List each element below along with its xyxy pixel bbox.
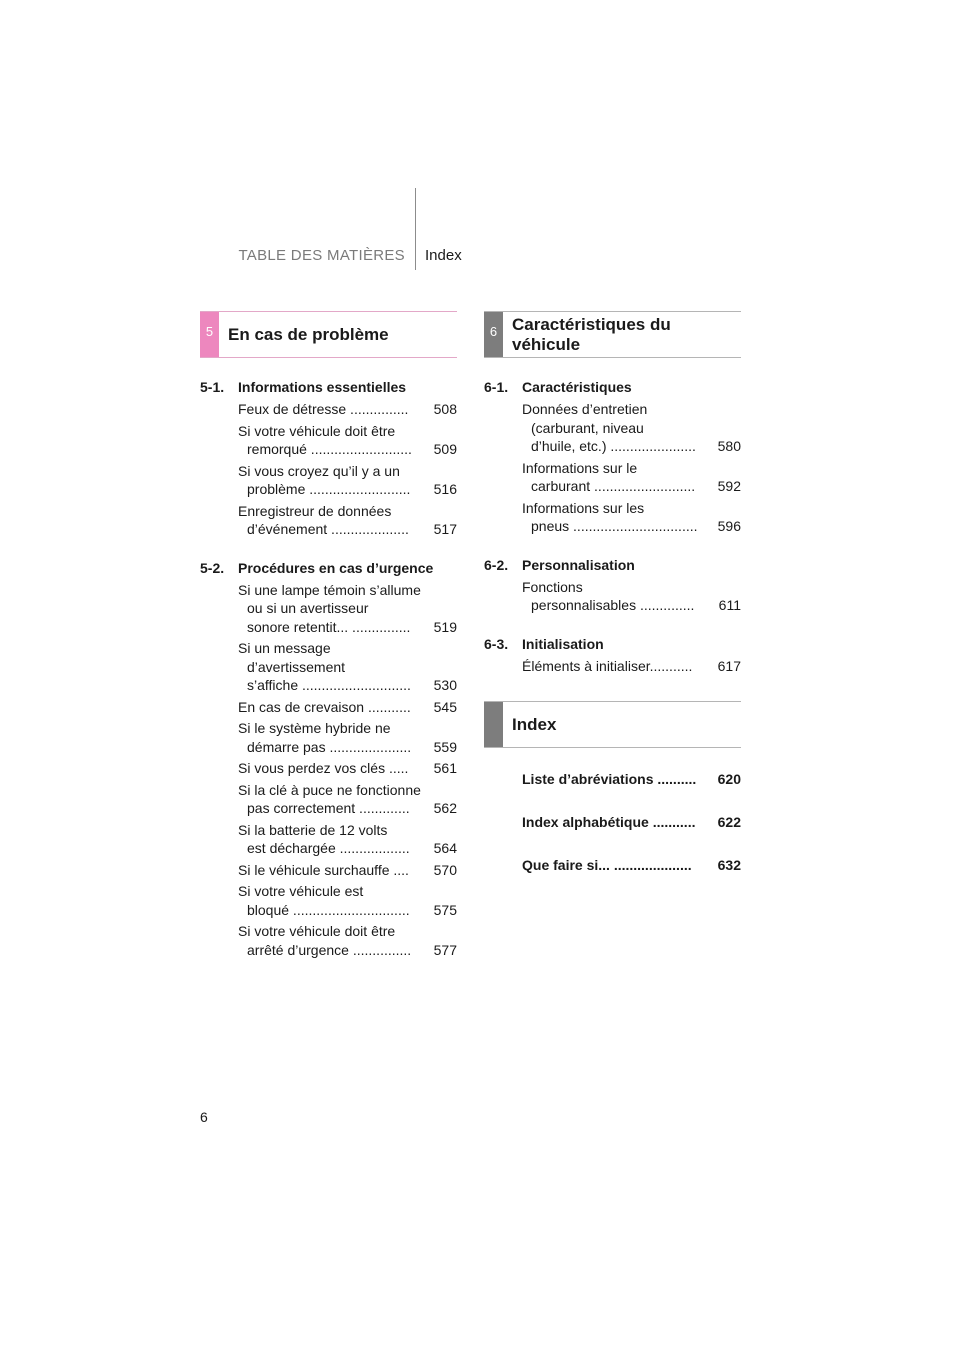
index-section	[484, 701, 741, 874]
toc-entry-line: Si le système hybride ne	[238, 720, 391, 736]
chapter	[484, 378, 741, 536]
toc-entry[interactable]	[238, 922, 457, 959]
toc-entry-page: 570	[430, 861, 457, 880]
toc-entry-line: Feux de détresse ...............	[238, 401, 409, 417]
toc-entry-page: 517	[430, 520, 457, 539]
chapter	[200, 378, 457, 539]
toc-entry-line: Si le véhicule surchauffe ....	[238, 861, 409, 878]
index-entry-page: 622	[717, 814, 741, 830]
chapter-heading[interactable]	[484, 635, 741, 653]
toc-entry-line: Informations sur les	[522, 499, 645, 516]
toc-entry-text	[238, 400, 457, 419]
toc-entry-text	[522, 578, 741, 615]
toc-entry-text	[522, 657, 741, 676]
toc-entry-line: Si un message	[238, 640, 331, 656]
toc-entry-line: personnalisables ..............	[531, 597, 695, 613]
toc-entry-line: d’huile, etc.) ......................	[531, 438, 696, 454]
toc-entry-page: 575	[430, 901, 457, 920]
toc-entry-line: d’événement ....................	[247, 521, 409, 537]
toc-entry-line: Si vous perdez vos clés .....	[238, 760, 409, 776]
page-number: 6	[200, 1109, 208, 1125]
toc-entry-line: Fonctions	[522, 578, 583, 595]
chapter-title: Caractéristiques	[522, 379, 632, 395]
toc-entry-text	[238, 861, 457, 880]
section-6-chapters	[484, 378, 741, 675]
toc-entry-text	[522, 459, 741, 496]
toc-entry-page: 596	[714, 517, 741, 536]
toc-entry-text	[238, 821, 457, 858]
toc-entry[interactable]	[238, 781, 457, 818]
toc-entry-line: (carburant, niveau	[531, 419, 644, 436]
nav-index-link[interactable]: Index	[425, 247, 462, 264]
toc-entry-list	[200, 581, 457, 960]
toc-entry-page: 559	[430, 738, 457, 757]
index-entry[interactable]	[522, 856, 741, 874]
index-entry-label: Index alphabétique ...........	[522, 814, 696, 830]
toc-entry-page: 516	[430, 480, 457, 499]
toc-entry-text	[238, 882, 457, 919]
toc-entry-line: Si la batterie de 12 volts	[238, 821, 388, 838]
toc-entry-text	[238, 422, 457, 459]
toc-entry-line: ou si un avertisseur	[247, 600, 369, 616]
toc-entry[interactable]	[522, 400, 741, 456]
toc-entry[interactable]	[238, 759, 457, 778]
toc-entry[interactable]	[238, 502, 457, 539]
index-section-header	[484, 701, 741, 748]
nav-divider	[415, 188, 416, 270]
toc-entry-line: pneus ................................	[531, 518, 698, 534]
toc-entry-page: 611	[715, 596, 741, 615]
index-section-tab	[484, 702, 503, 747]
toc-entry[interactable]	[238, 400, 457, 419]
toc-entry-line: pas correctement .............	[247, 800, 410, 816]
section-6-title	[503, 312, 671, 357]
toc-entry-page: 530	[430, 676, 457, 695]
toc-entry-line: Si votre véhicule doit être	[238, 422, 396, 439]
index-entry-page: 620	[717, 771, 741, 787]
index-entry-label: Liste d’abréviations ..........	[522, 771, 697, 787]
toc-entry-list	[484, 657, 741, 676]
chapter-number: 6-1.	[484, 379, 509, 395]
index-entry-label: Que faire si... ....................	[522, 857, 692, 873]
toc-entry-line: Si vous croyez qu’il y a un	[238, 462, 400, 479]
toc-entry[interactable]	[238, 698, 457, 717]
toc-entry[interactable]	[522, 459, 741, 496]
section-5-title: En cas de problème	[228, 324, 389, 344]
toc-entry[interactable]	[238, 422, 457, 459]
toc-entry-list	[200, 400, 457, 539]
chapter	[484, 635, 741, 676]
chapter-number: 5-2.	[200, 559, 225, 576]
toc-entry-page: 509	[430, 440, 457, 459]
chapter	[484, 556, 741, 615]
toc-entry-page: 519	[430, 618, 457, 637]
toc-entry-line: s’affiche ............................	[247, 677, 411, 693]
chapter-number: 6-2.	[484, 556, 509, 573]
toc-entry-line: Si la clé à puce ne fonctionne	[238, 781, 421, 798]
toc-entry-page: 545	[430, 698, 457, 717]
chapter-number: 5-1.	[200, 379, 225, 395]
top-navigation	[0, 0, 960, 270]
toc-entry-page: 561	[430, 759, 457, 778]
index-entry-page: 632	[717, 857, 741, 873]
toc-entry[interactable]	[238, 882, 457, 919]
index-entry[interactable]	[522, 770, 741, 788]
toc-entry-line: En cas de crevaison ...........	[238, 698, 411, 715]
chapter-title: Procédures en cas d’urgence	[238, 559, 434, 576]
toc-entry-line: bloqué ..............................	[247, 901, 410, 918]
section-5-tab-number: 5	[200, 312, 219, 357]
section-5-column	[200, 311, 457, 962]
toc-entry[interactable]	[238, 861, 457, 880]
chapter-title: Initialisation	[522, 635, 604, 652]
toc-entry-line: carburant ..........................	[531, 478, 696, 494]
toc-entry-line: sonore retentit... ...............	[247, 618, 411, 635]
section-6-title-line1: Caractéristiques du	[512, 314, 671, 334]
chapter-heading[interactable]	[200, 559, 457, 577]
chapter-heading[interactable]	[484, 556, 741, 574]
toc-entry-page: 508	[430, 400, 457, 419]
chapter-title: Informations essentielles	[238, 379, 407, 395]
toc-entry-text	[238, 698, 457, 717]
toc-entry-list	[484, 400, 741, 536]
toc-entry-page: 580	[714, 437, 741, 456]
toc-entry[interactable]	[522, 499, 741, 536]
toc-entry-text	[238, 502, 457, 539]
toc-entry-list	[484, 578, 741, 615]
toc-entry-text	[238, 462, 457, 499]
toc-entry-text	[238, 922, 457, 959]
toc-entry[interactable]	[238, 462, 457, 499]
toc-entry-line: problème ..........................	[247, 481, 411, 497]
toc-entry[interactable]	[522, 578, 741, 615]
toc-entry-line: Éléments à initialiser...........	[522, 657, 693, 674]
toc-entry-line: Si votre véhicule est	[238, 883, 364, 899]
chapter	[200, 559, 457, 960]
toc-entry[interactable]	[238, 719, 457, 756]
toc-entry-text	[238, 759, 457, 778]
section-6-title-line2: véhicule	[512, 334, 581, 354]
index-section-title: Index	[512, 714, 557, 734]
toc-entry-line: Données d’entretien	[522, 401, 648, 417]
toc-entry-line: est déchargée ..................	[247, 840, 410, 856]
toc-entry-line: démarre pas .....................	[247, 738, 412, 755]
toc-entry-page: 592	[714, 477, 741, 496]
toc-entry-text	[238, 639, 457, 695]
toc-entry-line: Si une lampe témoin s’allume	[238, 581, 421, 598]
toc-entry-line: arrêté d’urgence ...............	[247, 941, 412, 958]
section-5-header	[200, 311, 457, 358]
toc-entry-page: 617	[714, 657, 741, 676]
toc-entry-text	[238, 719, 457, 756]
toc-entry-line: Informations sur le	[522, 459, 638, 476]
toc-entry-line: Si votre véhicule doit être	[238, 923, 396, 939]
toc-entry[interactable]	[238, 821, 457, 858]
toc-entry[interactable]	[238, 639, 457, 695]
toc-entry-line: Enregistreur de données	[238, 502, 392, 519]
toc-entry-page: 562	[430, 799, 457, 818]
toc-entry-text	[238, 781, 457, 818]
toc-entry[interactable]	[522, 657, 741, 676]
toc-entry[interactable]	[238, 581, 457, 637]
index-entries	[484, 770, 741, 874]
toc-entry-page: 564	[430, 839, 457, 858]
section-6-header	[484, 311, 741, 358]
toc-entry-line: d’avertissement	[247, 658, 346, 675]
index-entry[interactable]	[522, 813, 741, 831]
chapter-number: 6-3.	[484, 635, 509, 652]
chapter-heading[interactable]	[200, 378, 457, 396]
section-5-chapters	[200, 378, 457, 959]
chapter-heading[interactable]	[484, 378, 741, 396]
toc-entry-text	[522, 400, 741, 456]
toc-entry-text	[238, 581, 457, 637]
nav-table-of-contents-link[interactable]: TABLE DES MATIÈRES	[238, 247, 405, 264]
toc-entry-text	[522, 499, 741, 536]
section-6-column	[484, 311, 741, 899]
toc-entry-line: remorqué ..........................	[247, 441, 412, 457]
toc-entry-page: 577	[430, 941, 457, 960]
section-6-tab-number: 6	[484, 312, 503, 357]
chapter-title: Personnalisation	[522, 556, 635, 573]
